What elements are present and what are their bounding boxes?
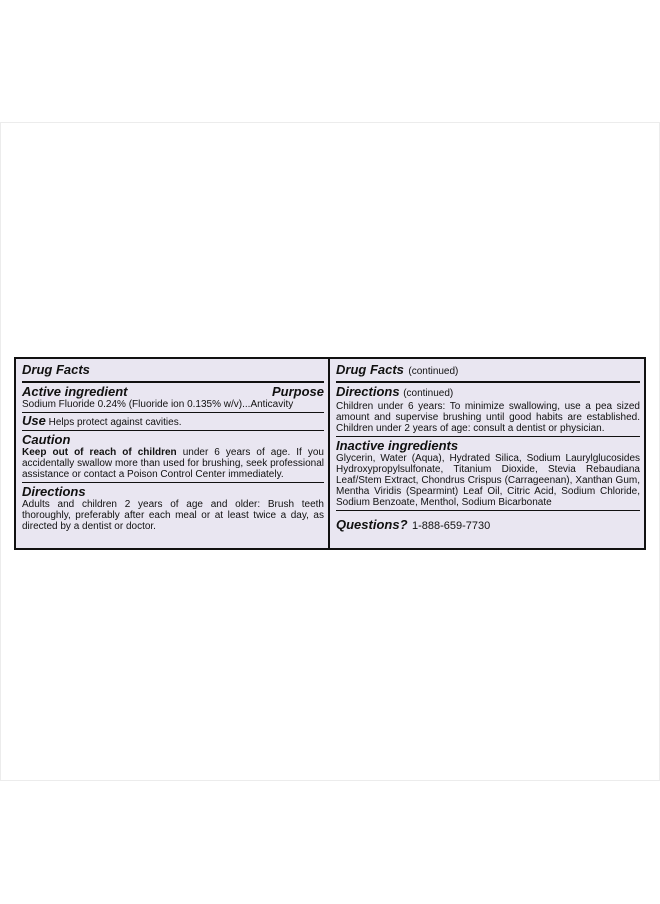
caution-keep-out-text: Keep out of reach of children [22, 447, 177, 458]
drug-facts-label [14, 357, 646, 550]
inactive-ingredients-section [336, 437, 640, 511]
use-heading: Use [22, 413, 46, 428]
use-section [22, 413, 324, 431]
directions-continued-section [336, 383, 640, 437]
drug-facts-left-column [16, 359, 330, 548]
directions-continued-note: (continued) [403, 388, 454, 399]
drug-facts-right-column [330, 359, 644, 548]
drug-facts-header-right [336, 359, 640, 383]
caution-section [22, 431, 324, 483]
directions-continued-heading: Directions [336, 384, 400, 399]
continued-note: (continued) [408, 366, 459, 377]
directions-text: Adults and children 2 years of age and older: Brush teeth thoroughly, preferably after each meal or at least twice a day, as directed by a dentist or doctor. [22, 499, 324, 532]
questions-phone: 1-888-659-7730 [411, 520, 491, 532]
directions-heading: Directions [22, 484, 86, 499]
purpose-heading: Purpose [271, 384, 324, 399]
caution-text: under 6 years of age. If you accidentally swallow more than used for brushing, seek professional assistance or contact a Poison Control Center immediately. [22, 447, 324, 480]
inactive-ingredients-heading: Inactive ingredients [336, 438, 459, 453]
active-ingredient-heading: Active ingredient [22, 384, 128, 399]
use-text: Helps protect against cavities. [48, 417, 182, 428]
active-ingredient-section [22, 383, 324, 413]
directions-continued-text: Children under 6 years: To minimize swallowing, use a pea sized amount and supervise brushing until good habits are established. Children under 2 years of age: consult a dentist or physician. [336, 401, 640, 434]
caution-heading: Caution [22, 432, 71, 447]
directions-section [22, 483, 324, 534]
drug-facts-header-left [22, 359, 324, 383]
drug-facts-title: Drug Facts [22, 362, 90, 377]
active-ingredient-line: Sodium Fluoride 0.24% (Fluoride ion 0.135% w/v)...Anticavity [22, 399, 294, 410]
inactive-ingredients-text: Glycerin, Water (Aqua), Hydrated Silica, Sodium Laurylglucosides Hydroxypropylsulfonate, Titanium Dioxide, Stevia Rebaudiana Leaf/Stem Extract, Chondrus Crispus (Carrageenan), Xanthan Gum, Mentha Viridis (Spearmint) Leaf Oil, Citric Acid, Sodium Chloride, Sodium Benzoate, Menthol, Sodium Bicarbonate [336, 453, 640, 508]
questions-section [336, 511, 640, 536]
drug-facts-title-continued: Drug Facts [336, 362, 404, 377]
questions-heading: Questions? [336, 517, 408, 532]
